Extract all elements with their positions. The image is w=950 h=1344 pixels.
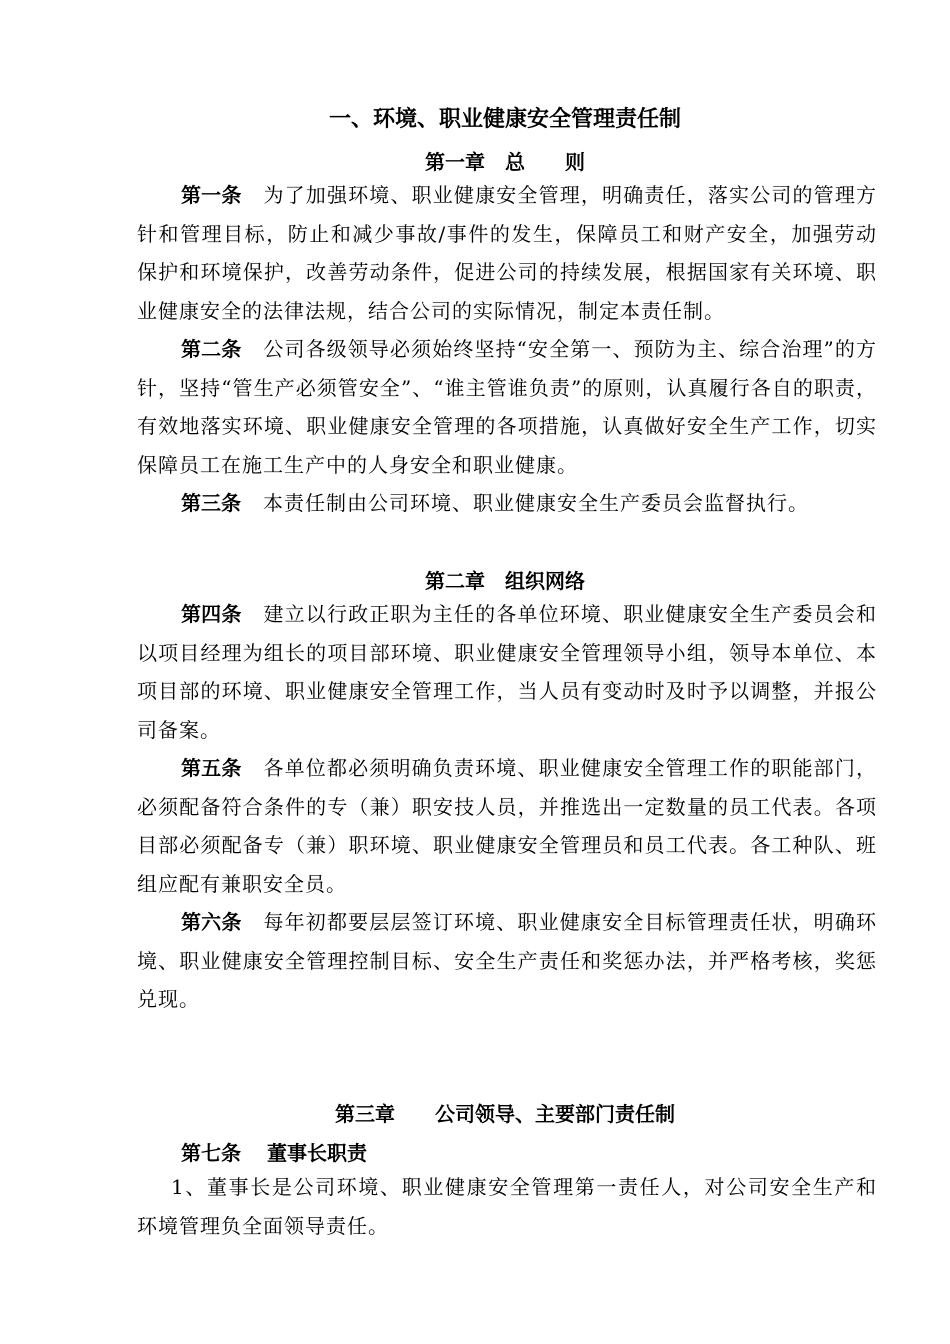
article-label: 第四条 <box>181 602 242 626</box>
article-label: 第二条 <box>181 337 242 361</box>
article-6 <box>137 903 877 1019</box>
article-text: 为了加强环境、职业健康安全管理，明确责任，落实公司的管理方针和管理目标，防止和减少事故/事件的发生，保障员工和财产安全，加强劳动保护和环境保护，改善劳动条件，促进公司的持续发展，根据国家有关环境、职业健康安全的法律法规，结合公司的实际情况，制定本责任制。 <box>137 183 878 323</box>
document-title: 一、环境、职业健康安全管理责任制 <box>328 107 681 132</box>
article-text: 建立以行政正职为主任的各单位环境、职业健康安全生产委员会和以项目经理为组长的项目部环境、职业健康安全管理领导小组，领导本单位、本项目部的环境、职业健康安全管理工作，当人员有变动时及时予以调整，并报公司备案。 <box>137 602 878 742</box>
article-text: 本责任制由公司环境、职业健康安全生产委员会监督执行。 <box>263 491 809 515</box>
article-label: 第一条 <box>181 183 242 207</box>
chapter-3-title: 第三章 公司领导、主要部门责任制 <box>335 1102 675 1126</box>
article-heading-text: 董事长职责 <box>267 1141 367 1165</box>
chapter-2-title: 第二章 组织网络 <box>425 569 585 593</box>
article-label: 第七条 <box>181 1141 241 1165</box>
article-text: 公司各级领导必须始终坚持“安全第一、预防为主、综合治理”的方针，坚持“管生产必须管安全”、“谁主管谁负责”的原则，认真履行各自的职责，有效地落实环境、职业健康安全管理的各项措施，认真做好安全生产工作，切实保障员工在施工生产中的人身安全和职业健康。 <box>137 337 878 477</box>
article-5 <box>137 749 877 903</box>
clause-text: 1、董事长是公司环境、职业健康安全管理第一责任人，对公司安全生产和环境管理负全面领导责任。 <box>137 1175 877 1238</box>
article-3 <box>137 484 877 523</box>
article-label: 第三条 <box>181 491 241 515</box>
article-1 <box>137 176 877 330</box>
article-2 <box>137 330 877 484</box>
article-label: 第六条 <box>181 910 242 934</box>
article-label: 第五条 <box>181 756 242 780</box>
article-7-heading <box>181 1137 367 1166</box>
article-4 <box>137 595 877 749</box>
chapter-1-title: 第一章 总 则 <box>425 150 585 174</box>
article-text: 各单位都必须明确负责环境、职业健康安全管理工作的职能部门，必须配备符合条件的专（兼）职安技人员，并推选出一定数量的员工代表。各项目部必须配备专（兼）职环境、职业健康安全管理员和员工代表。各工种队、班组应配有兼职安全员。 <box>137 756 878 896</box>
article-7-clause-1 <box>137 1168 877 1245</box>
article-text: 每年初都要层层签订环境、职业健康安全目标管理责任状，明确环境、职业健康安全管理控制目标、安全生产责任和奖惩办法，并严格考核，奖惩兑现。 <box>137 910 878 1011</box>
